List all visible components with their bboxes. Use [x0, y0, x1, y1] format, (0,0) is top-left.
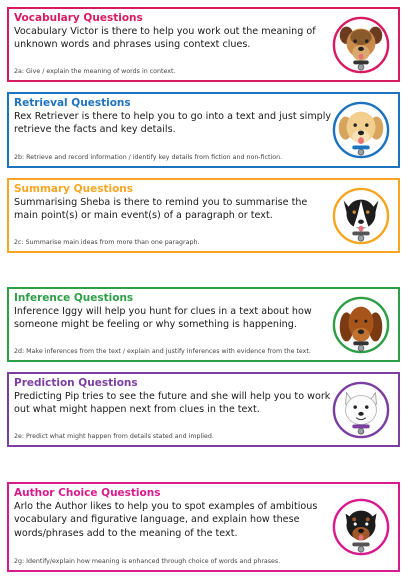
card-description: Inference Iggy will help you hunt for clues in a text about how someone might be feeling or why something is happening.: [14, 306, 312, 331]
card-title: Retrieval Questions: [14, 97, 131, 109]
prediction-card: [7, 372, 400, 447]
card-description: Arlo the Author likes to help you to spot examples of ambitious vocabulary and figurative language, and explain how these words/phrases add to the meaning of the text.: [14, 501, 318, 539]
card-title: Inference Questions: [14, 292, 134, 304]
card-footer: 2c: Summarise main ideas from more than one paragraph.: [14, 239, 200, 246]
card-description: Vocabulary Victor is there to help you work out the meaning of unknown words and phrases using context clues.: [14, 26, 316, 51]
retrieval-card: [7, 92, 400, 168]
card-title: Author Choice Questions: [14, 487, 161, 499]
border-collie-dog-icon: [332, 187, 390, 245]
card-description: Rex Retriever is there to help you to go into a text and just simply retrieve the facts and key details.: [14, 111, 332, 136]
card-footer: 2a: Give / explain the meaning of words in context.: [14, 68, 176, 75]
airedale-terrier-dog-icon: [332, 16, 390, 74]
rottweiler-dog-icon: [332, 498, 390, 556]
card-description: Summarising Sheba is there to remind you to summarise the main point(s) or main event(s) of a paragraph or text.: [14, 197, 308, 222]
samoyed-dog-icon: [332, 381, 390, 439]
author-choice-card: [7, 482, 400, 572]
card-footer: 2d: Make inferences from the text / explain and justify inferences with evidence from the text.: [14, 348, 311, 355]
card-footer: 2b: Retrieve and record information / identify key details from fiction and non-fiction.: [14, 154, 283, 161]
card-title: Prediction Questions: [14, 377, 138, 389]
inference-card: [7, 287, 400, 362]
vocabulary-card: [7, 7, 400, 82]
card-footer: 2e: Predict what might happen from details stated and implied.: [14, 433, 214, 440]
card-title: Summary Questions: [14, 183, 134, 195]
card-description: Predicting Pip tries to see the future and she will help you to work out what might happen next from clues in the text.: [14, 391, 331, 416]
card-title: Vocabulary Questions: [14, 12, 143, 24]
bloodhound-dog-icon: [332, 296, 390, 354]
summary-card: [7, 178, 400, 253]
card-footer: 2g: Identify/explain how meaning is enhanced through choice of words and phrases.: [14, 558, 281, 565]
golden-retriever-dog-icon: [332, 101, 390, 159]
